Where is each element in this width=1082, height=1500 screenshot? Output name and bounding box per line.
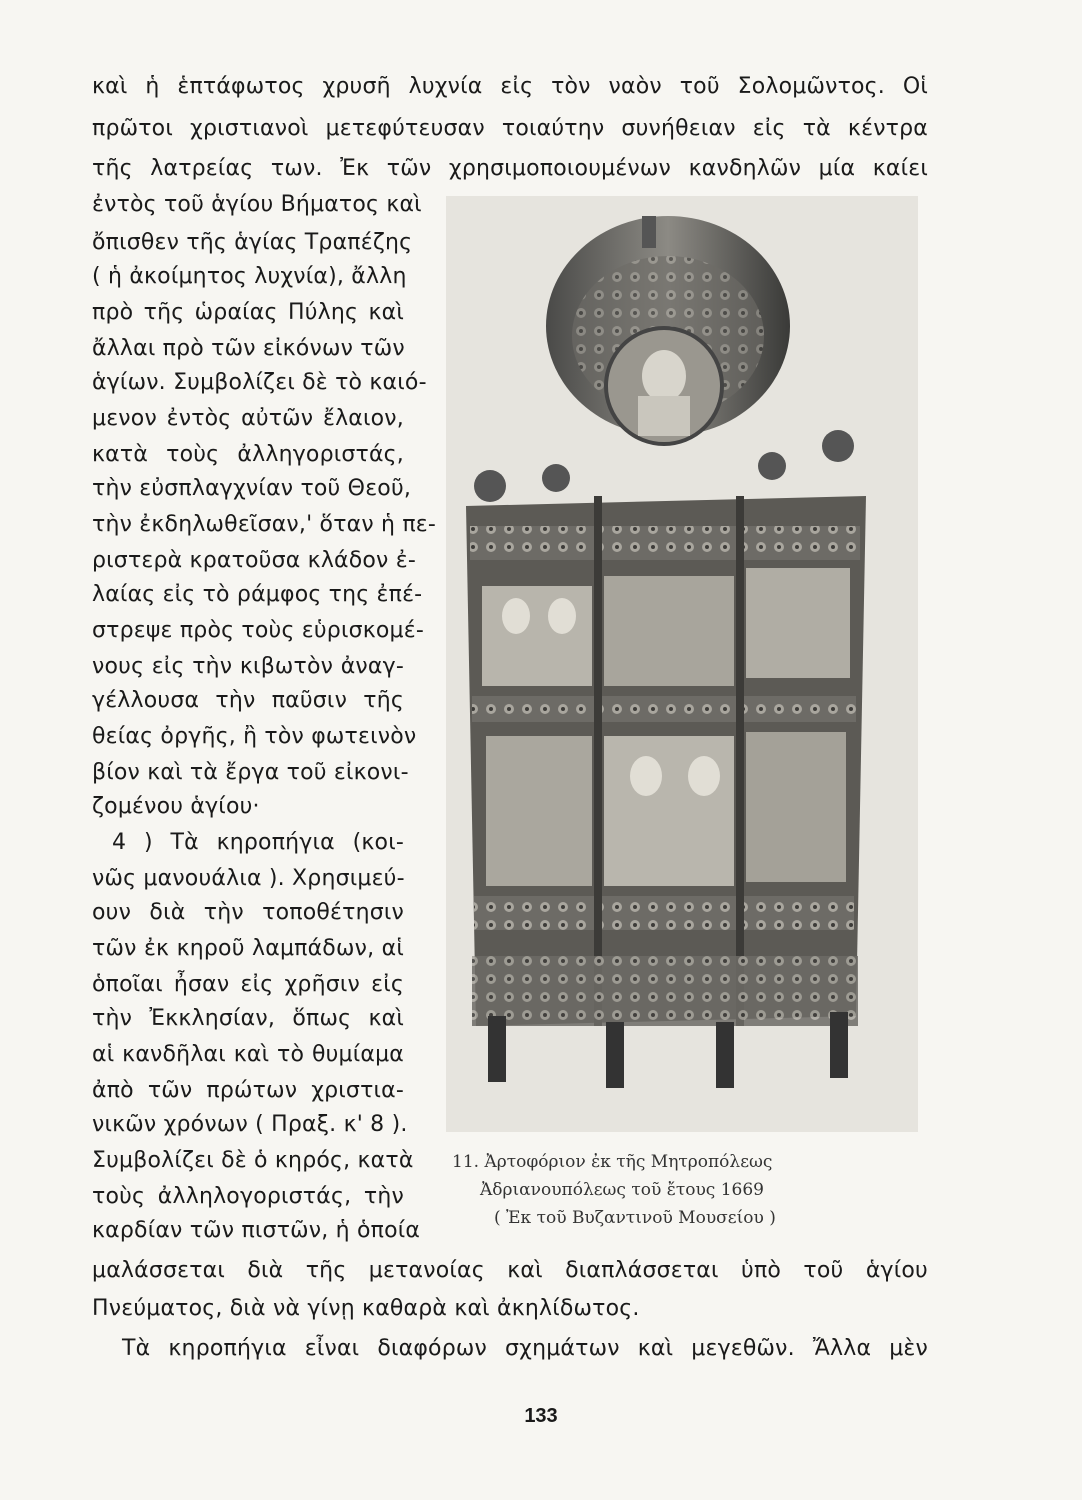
text-line: τῆς λατρείας των. Ἐκ τῶν χρησιμοποιουμένων κανδηλῶν μία καίει (92, 156, 928, 181)
text-line: τὴν ἐκδηλωθεῖσαν,' ὅταν ἡ πε- (92, 512, 437, 537)
text-line: νους εἰς τὴν κιβωτὸν ἀναγ- (92, 654, 404, 679)
figure-caption-line: 11. Ἀρτοφόριον ἐκ τῆς Μητροπόλεως (452, 1152, 773, 1172)
text-line: μενον ἐντὸς αὐτῶν ἔλαιον, (92, 406, 404, 431)
text-line: αἱ κανδῆλαι καὶ τὸ θυμίαμα (92, 1042, 404, 1067)
text-line: ριστερὰ κρατοῦσα κλάδον ἐ- (92, 548, 416, 573)
text-line: ὄπισθεν τῆς ἁγίας Τραπέζης (92, 230, 413, 255)
artophorion-figure (446, 196, 918, 1132)
text-line: ζομένου ἁγίου· (92, 794, 260, 819)
text-line: ἀπὸ τῶν πρώτων χριστια- (92, 1078, 404, 1103)
text-line: ὁποῖαι ἦσαν εἰς χρῆσιν εἰς (92, 972, 404, 997)
text-line: τὴν εὐσπλαγχνίαν τοῦ Θεοῦ, (92, 476, 412, 501)
artophorion-illustration (446, 196, 918, 1132)
text-line: Συμβολίζει δὲ ὁ κηρός, κατὰ (92, 1148, 414, 1173)
text-line: Πνεύματος, διὰ νὰ γίνῃ καθαρὰ καὶ ἀκηλίδωτος. (92, 1296, 640, 1321)
text-line: τὴν Ἐκκλησίαν, ὅπως καὶ (92, 1006, 404, 1031)
text-line: τῶν ἐκ κηροῦ λαμπάδων, αἱ (92, 936, 404, 961)
figure-caption-line: ( Ἐκ τοῦ Βυζαντινοῦ Μουσείου ) (494, 1208, 776, 1228)
text-line: πρῶτοι χριστιανοὶ μετεφύτευσαν τοιαύτην συνήθειαν εἰς τὰ κέντρα (92, 116, 928, 141)
text-line: 4 ) Τὰ κηροπήγια (κοι- (112, 830, 404, 855)
text-line: νικῶν χρόνων ( Πραξ. κ' 8 ). (92, 1112, 408, 1137)
text-line: μαλάσσεται διὰ τῆς μετανοίας καὶ διαπλάσσεται ὑπὸ τοῦ ἁγίου (92, 1258, 928, 1283)
page-number: 133 (524, 1405, 558, 1427)
figure-caption-line: Ἀδριανουπόλεως τοῦ ἔτους 1669 (480, 1180, 764, 1200)
text-line: Τὰ κηροπήγια εἶναι διαφόρων σχημάτων καὶ μεγεθῶν. Ἄλλα μὲν (122, 1336, 928, 1361)
text-line: ἄλλαι πρὸ τῶν εἰκόνων τῶν (92, 336, 405, 361)
text-line: ἐντὸς τοῦ ἁγίου Βήματος καὶ (92, 192, 422, 217)
text-line: κατὰ τοὺς ἀλληγοριστάς, (92, 442, 404, 467)
text-line: στρεψε πρὸς τοὺς εὑρισκομέ- (92, 618, 424, 643)
text-line: νῶς μανουάλια ). Χρησιμεύ- (92, 866, 405, 891)
text-line: καρδίαν τῶν πιστῶν, ἡ ὁποία (92, 1218, 421, 1243)
text-line: θείας ὀργῆς, ἢ τὸν φωτεινὸν (92, 724, 417, 749)
text-line: πρὸ τῆς ὡραίας Πύλης καὶ (92, 300, 404, 325)
text-line: γέλλουσα τὴν παῦσιν τῆς (92, 688, 404, 713)
text-line: βίον καὶ τὰ ἔργα τοῦ εἰκονι- (92, 760, 409, 785)
text-line: καὶ ἡ ἑπτάφωτος χρυσῆ λυχνία εἰς τὸν ναὸν τοῦ Σολομῶντος. Οἱ (92, 74, 928, 99)
text-line: τοὺς ἀλληλογοριστάς, τὴν (92, 1184, 404, 1209)
text-line: ουν διὰ τὴν τοποθέτησιν (92, 900, 404, 925)
text-line: ἁγίων. Συμβολίζει δὲ τὸ καιό- (92, 370, 427, 395)
text-line: ( ἡ ἀκοίμητος λυχνία), ἄλλη (92, 264, 407, 289)
text-line: λαίας εἰς τὸ ράμφος της ἐπέ- (92, 582, 423, 607)
